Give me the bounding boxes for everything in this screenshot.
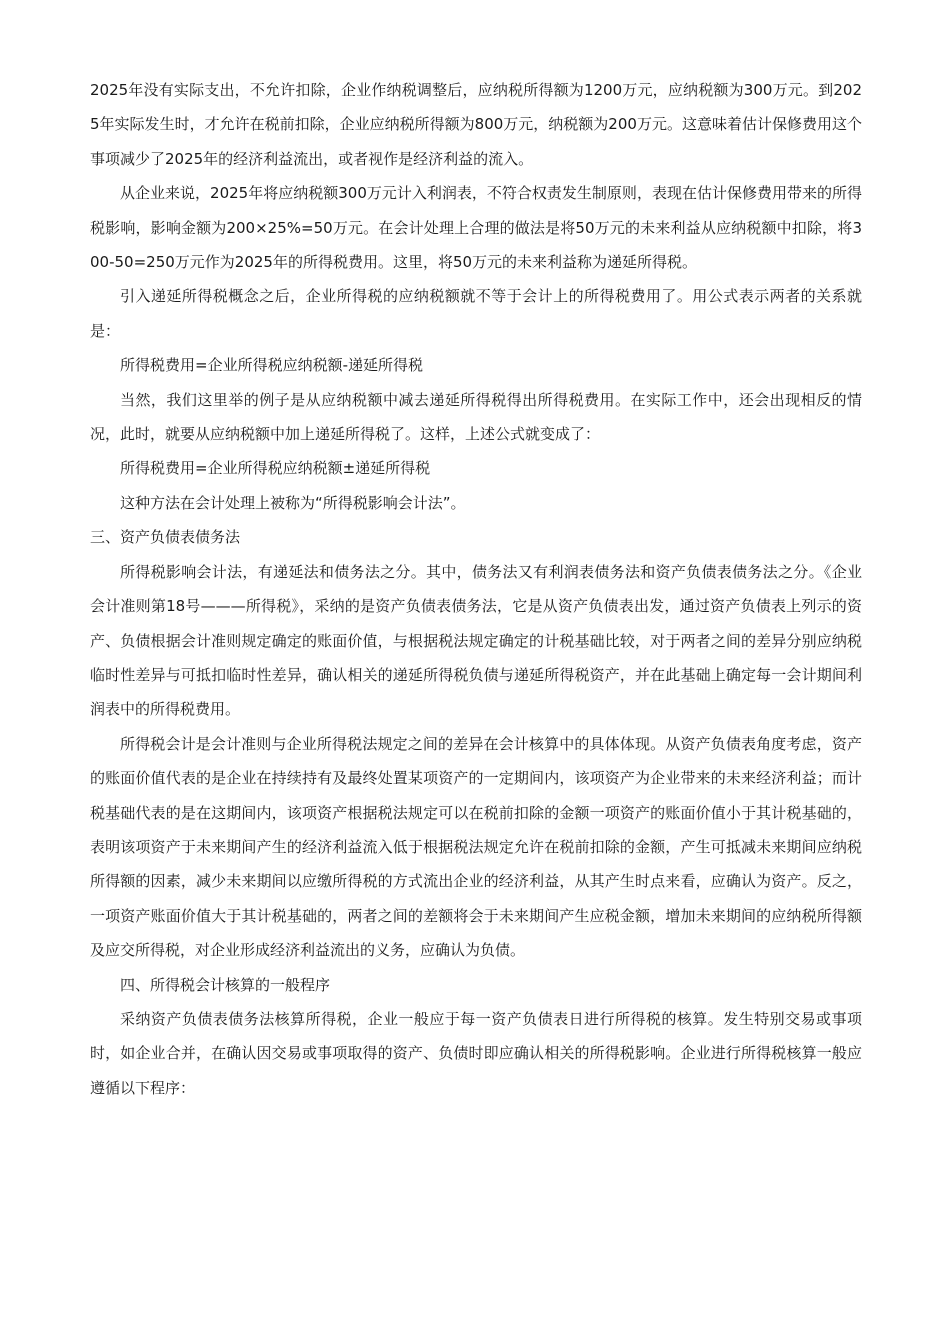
section-heading-3: 三、资产负债表债务法 bbox=[90, 528, 241, 547]
paragraph-method-name: 这种方法在会计处理上被称为“所得税影响会计法”。 bbox=[120, 493, 466, 512]
paragraph-continuation: 2025年没有实际支出，不允许扣除，企业作纳税调整后，应纳税所得额为1200万元，应纳税额为300万元。到2025年实际发生时，才允许在税前扣除，企业应纳税所得额为800万元，纳税额为200万元。这意味着估计保修费用这个事项减少了2025年的经济利益流出，或者视作是经济利益的流入。 bbox=[90, 81, 862, 168]
formula-tax-expense-minus: 所得税费用=企业所得税应纳税额-递延所得税 bbox=[120, 356, 423, 375]
document-body bbox=[90, 73, 862, 1105]
paragraph-liability-method: 所得税影响会计法，有递延法和债务法之分。其中，债务法又有利润表债务法和资产负债表债务法之分。《企业会计准则第18号———所得税》，采纳的是资产负债表债务法，它是从资产负债表出发，通过资产负债表上列示的资产、负债根据会计准则规定确定的账面价值，与根据税法规定确定的计税基础比较，对于两者之间的差异分别应纳税临时性差异与可抵扣临时性差异，确认相关的递延所得税负债与递延所得税资产，并在此基础上确定每一会计期间利润表中的所得税费用。 bbox=[90, 562, 862, 719]
paragraph-procedure: 采纳资产负债表债务法核算所得税，企业一般应于每一资产负债表日进行所得税的核算。发生特别交易或事项时，如企业合并，在确认因交易或事项取得的资产、负债时即应确认相关的所得税影响。企业进行所得税核算一般应遵循以下程序： bbox=[90, 1009, 862, 1097]
formula-tax-expense-plusminus: 所得税费用=企业所得税应纳税额±递延所得税 bbox=[120, 459, 431, 478]
paragraph-deferred-tax-example: 从企业来说，2025年将应纳税额300万元计入利润表，不符合权责发生制原则，表现在估计保修费用带来的所得税影响，影响金额为200×25%=50万元。在会计处理上合理的做法是将50万元的未来利益从应纳税额中扣除，将300-50=250万元作为2025年的所得税费用。这里，将50万元的未来利益称为递延所得税。 bbox=[90, 184, 862, 272]
paragraph-opposite-case: 当然，我们这里举的例子是从应纳税额中减去递延所得税得出所得税费用。在实际工作中，还会出现相反的情况，此时，就要从应纳税额中加上递延所得税了。这样，上述公式就变成了： bbox=[90, 390, 862, 444]
paragraph-formula-intro: 引入递延所得税概念之后，企业所得税的应纳税额就不等于会计上的所得税费用了。用公式表示两者的关系就是： bbox=[90, 287, 862, 340]
section-heading-4: 四、所得税会计核算的一般程序 bbox=[120, 975, 331, 994]
paragraph-tax-accounting: 所得税会计是会计准则与企业所得税法规定之间的差异在会计核算中的具体体现。从资产负债表角度考虑，资产的账面价值代表的是企业在持续持有及最终处置某项资产的一定期间内，该项资产为企业带来的未来经济利益；而计税基础代表的是在这期间内，该项资产根据税法规定可以在税前扣除的金额一项资产的账面价值小于其计税基础的，表明该项资产于未来期间产生的经济利益流入低于根据税法规定允许在税前扣除的金额，产生可抵减未来期间应纳税所得额的因素，减少未来期间以应缴所得税的方式流出企业的经济利益，从其产生时点来看，应确认为资产。反之，一项资产账面价值大于其计税基础的，两者之间的差额将会于未来期间产生应税金额，增加未来期间的应纳税所得额及应交所得税，对企业形成经济利益流出的义务，应确认为负债。 bbox=[90, 734, 862, 960]
